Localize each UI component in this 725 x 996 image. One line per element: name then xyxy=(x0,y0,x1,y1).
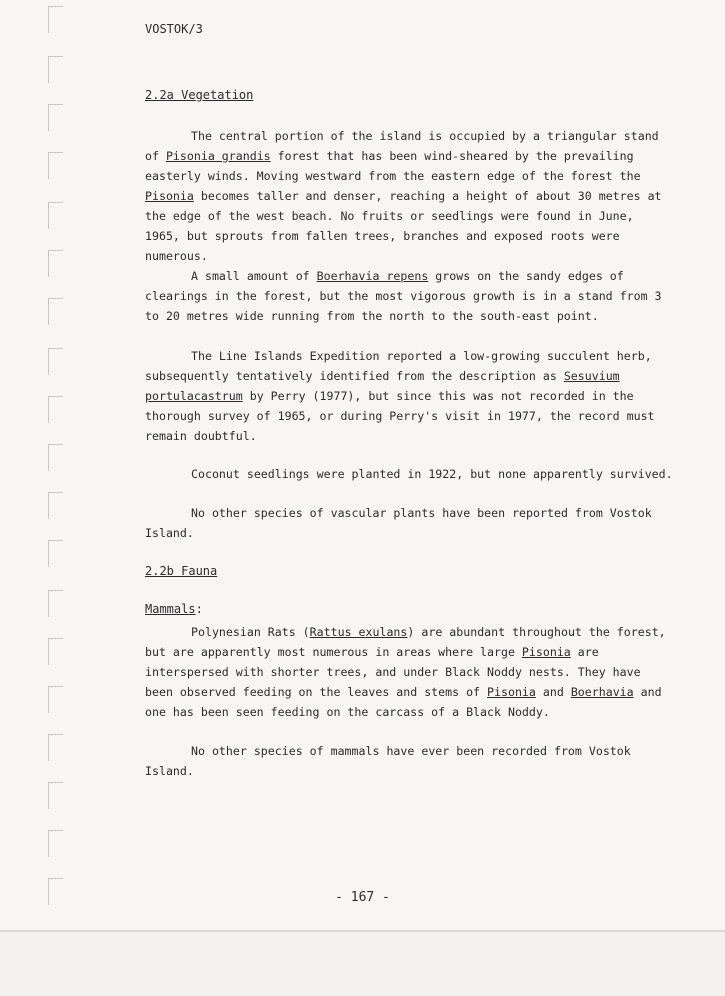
species-name: Boerhavia repens xyxy=(316,269,429,283)
mammals-subheading: Mammals: xyxy=(145,602,203,616)
fauna-paragraph-1: Polynesian Rats (Rattus exulans) are abundant throughout the forest, but are apparently most numerous in areas where large Pisonia are interspersed with shorter trees, and under Black Noddy nests. They have been observed feeding on the leaves and stems of Pisonia and Boerhavia and one has been seen feeding on the carcass of a Black Noddy. xyxy=(145,625,666,719)
species-name: Sesuvium portulacastrum xyxy=(145,369,620,403)
fauna-paragraph-2: No other species of mammals have ever been recorded from Vostok Island. xyxy=(145,744,631,778)
species-name: Pisonia xyxy=(487,685,536,699)
page-edge xyxy=(0,930,725,932)
vegetation-paragraph-1: The central portion of the island is occupied by a triangular stand of Pisonia grandis forest that has been wind-sheared by the prevailing easterly winds. Moving westward from the eastern edge of the forest the Pisonia becomes taller and denser, reaching a height of about 30 metres at the edge of the west beach. No fruits or seedlings were found in June, 1965, but sprouts from fallen trees, branches and exposed roots were numerous. xyxy=(145,129,662,263)
fauna-heading: 2.2b Fauna xyxy=(145,564,218,578)
species-name: Pisonia xyxy=(521,645,571,659)
vegetation-paragraph-2: A small amount of Boerhavia repens grows on the sandy edges of clearings in the forest, but the most vigorous growth is in a stand from 3 to 20 metres wide running from the north to the south-east point. xyxy=(145,269,662,323)
species-name: Pisonia xyxy=(145,189,194,203)
page-number: - 167 - xyxy=(335,890,390,905)
vegetation-heading: 2.2a Vegetation xyxy=(145,88,254,102)
vegetation-paragraph-4: Coconut seedlings were planted in 1922, but none apparently survived. xyxy=(191,467,673,481)
binder-holes xyxy=(48,0,68,930)
species-name: Rattus exulans xyxy=(309,625,408,639)
species-name: Boerhavia xyxy=(570,685,634,699)
document-code: VOSTOK/3 xyxy=(145,22,203,36)
vegetation-paragraph-3: The Line Islands Expedition reported a low-growing succulent herb, subsequently tentatively identified from the description as Sesuvium portulacastrum by Perry (1977), but since this was not recorded in the thorough survey of 1965, or during Perry's visit in 1977, the record must remain doubtful. xyxy=(145,349,655,443)
species-name: Pisonia grandis xyxy=(165,149,271,163)
vegetation-paragraph-5: No other species of vascular plants have been reported from Vostok Island. xyxy=(145,506,652,540)
